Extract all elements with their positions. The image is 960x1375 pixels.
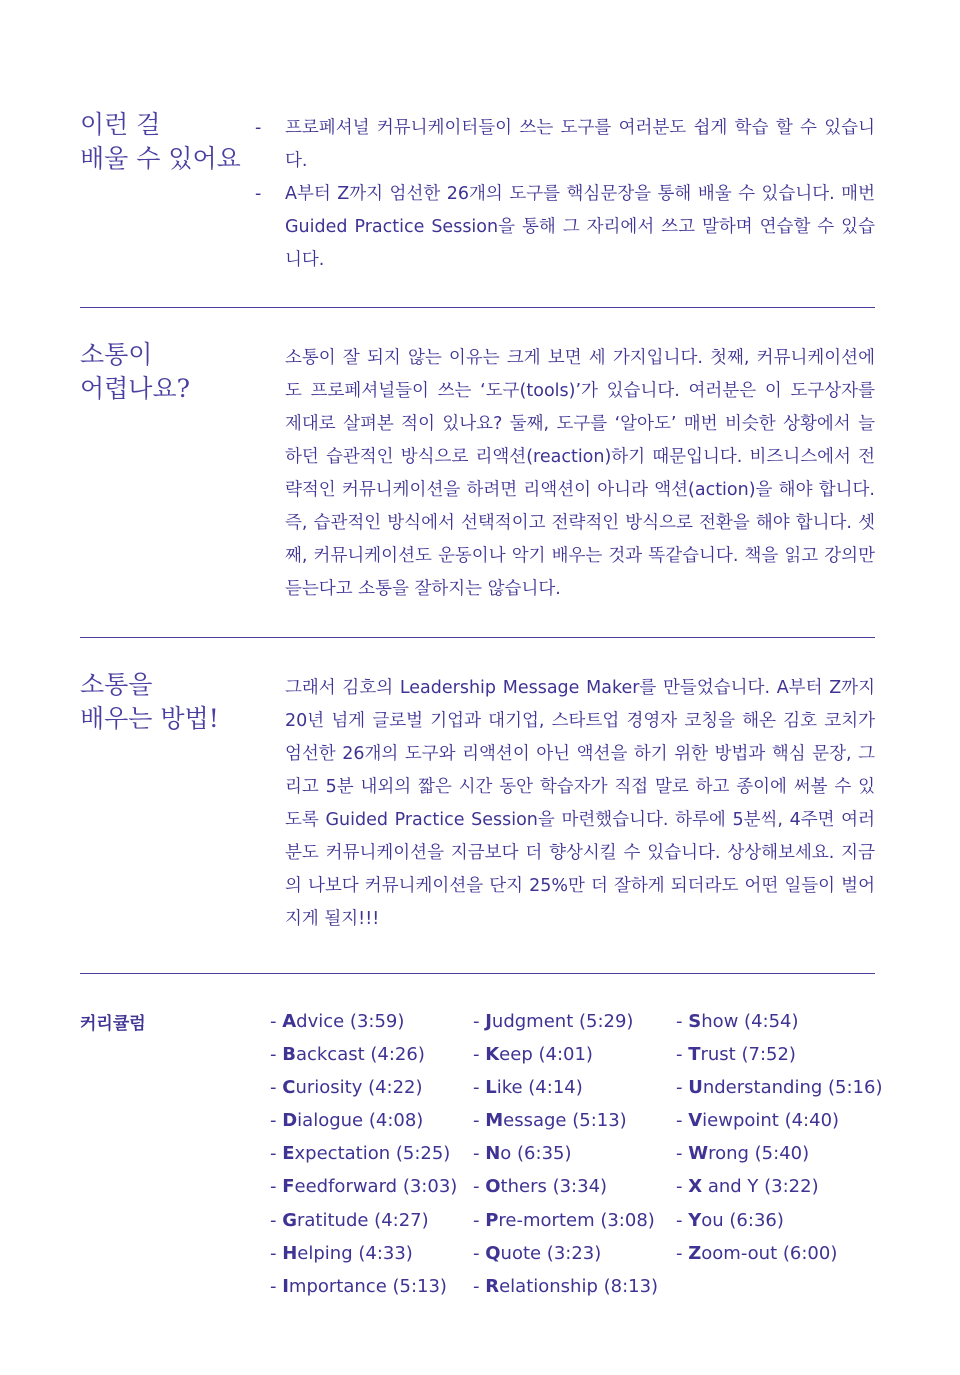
curriculum-item-initial: O xyxy=(485,1176,501,1198)
curriculum-item-initial: U xyxy=(688,1077,703,1099)
curriculum-item-initial: R xyxy=(485,1275,500,1297)
curriculum-item-initial: G xyxy=(282,1209,297,1231)
curriculum-item: - Feedforward (3:03) xyxy=(270,1176,458,1198)
curriculum-item-initial: A xyxy=(282,1011,297,1032)
curriculum-item-initial: L xyxy=(485,1077,497,1099)
curriculum-item-label: thers (3:34) xyxy=(500,1176,608,1198)
section-heading: 소통이 어렵나요? xyxy=(80,340,191,403)
section-difficulty xyxy=(80,338,875,608)
curriculum-item-label: ike (4:14) xyxy=(496,1077,583,1099)
curriculum-item-initial: C xyxy=(282,1077,296,1099)
curriculum-item: - Backcast (4:26) xyxy=(270,1044,425,1066)
curriculum-item-initial: V xyxy=(688,1110,703,1132)
curriculum-item-initial: N xyxy=(485,1143,501,1165)
curriculum-item: - Dialogue (4:08) xyxy=(270,1110,424,1132)
curriculum-item-label: rong (5:40) xyxy=(708,1143,810,1165)
curriculum-item-initial: Q xyxy=(485,1242,501,1264)
curriculum-item: - Pre-mortem (3:08) xyxy=(473,1209,655,1231)
curriculum-item-label: iewpoint (4:40) xyxy=(702,1110,840,1132)
bullet-dash: - xyxy=(255,184,262,204)
curriculum-item-label: ou (6:36) xyxy=(701,1209,784,1231)
bullet-dash: - xyxy=(255,118,262,138)
section-method xyxy=(80,668,875,938)
section-learn xyxy=(80,108,875,278)
curriculum-item: - Gratitude (4:27) xyxy=(270,1209,429,1231)
curriculum-item-label: elping (4:33) xyxy=(297,1242,413,1264)
section-heading: 소통을 배우는 방법! xyxy=(80,670,219,733)
curriculum-item-label: oom-out (6:00) xyxy=(701,1242,838,1264)
curriculum-item: - Trust (7:52) xyxy=(676,1044,796,1066)
curriculum-item-label: rust (7:52) xyxy=(700,1044,796,1066)
curriculum-item-label: eep (4:01) xyxy=(499,1044,593,1066)
curriculum-item-label: mportance (5:13) xyxy=(288,1275,447,1297)
curriculum-column xyxy=(473,1005,658,1303)
curriculum-title: 커리큘럼 xyxy=(80,1014,146,1034)
curriculum-item-label: elationship (8:13) xyxy=(499,1275,659,1297)
curriculum-item: - Advice (3:59) xyxy=(270,1011,405,1032)
curriculum-item: - Message (5:13) xyxy=(473,1110,627,1132)
bullet-text: A부터 Z까지 엄선한 26개의 도구를 핵심문장을 통해 배울 수 있습니다. 매번 Guided Practice Session을 통해 그 자리에서 쓰고 말하며 연습할 수 있습니다. xyxy=(285,184,875,270)
section-divider xyxy=(80,973,875,974)
curriculum-item: - Others (3:34) xyxy=(473,1176,608,1198)
curriculum-item-label: ackcast (4:26) xyxy=(295,1044,425,1066)
curriculum-item: - Zoom-out (6:00) xyxy=(676,1242,838,1264)
curriculum-item-label: ratitude (4:27) xyxy=(297,1209,429,1231)
curriculum-item: - Understanding (5:16) xyxy=(676,1077,883,1099)
curriculum-item-label: essage (5:13) xyxy=(503,1110,627,1132)
curriculum-item-initial: Y xyxy=(688,1209,702,1231)
bullet-item xyxy=(255,178,875,277)
curriculum-item: - X and Y (3:22) xyxy=(676,1176,819,1198)
learn-bullet-list xyxy=(255,112,875,277)
curriculum-item-initial: B xyxy=(282,1044,296,1066)
curriculum-item-label: uote (3:23) xyxy=(500,1242,602,1264)
curriculum-item-label: udgment (5:29) xyxy=(491,1011,634,1032)
curriculum-item-initial: E xyxy=(282,1143,295,1165)
curriculum-item-initial: M xyxy=(485,1110,504,1132)
curriculum-item: - Curiosity (4:22) xyxy=(270,1077,423,1099)
curriculum-item-initial: K xyxy=(485,1044,500,1066)
curriculum-item-initial: F xyxy=(282,1176,295,1198)
curriculum-item-initial: W xyxy=(688,1143,709,1165)
curriculum-item-initial: D xyxy=(282,1110,298,1132)
curriculum-item: - Keep (4:01) xyxy=(473,1044,593,1066)
curriculum-item-label: ialogue (4:08) xyxy=(297,1110,424,1132)
curriculum-item: - Relationship (8:13) xyxy=(473,1275,659,1297)
curriculum-column xyxy=(270,1005,457,1303)
curriculum-item: - Viewpoint (4:40) xyxy=(676,1110,840,1132)
curriculum-item-label: nderstanding (5:16) xyxy=(702,1077,883,1099)
curriculum-item-initial: J xyxy=(485,1011,492,1032)
curriculum-item-label: uriosity (4:22) xyxy=(295,1077,423,1099)
bullet-item xyxy=(255,112,875,178)
curriculum-item: - Expectation (5:25) xyxy=(270,1143,451,1165)
section-body: 그래서 김호의 Leadership Message Maker를 만들었습니다. A부터 Z까지 20년 넘게 글로벌 기업과 대기업, 스타트업 경영자 코칭을 해온 김호 코치가 엄선한 26개의 도구와 리액션이 아닌 액션을 하기 위한 방법과 핵심 문장, 그리고 5분 내외의 짧은 시간 동안 학습자가 직접 말로 하고 종이에 써볼 수 있도록 Guided Practice Session을 마련했습니다. 하루에 5분씩, 4주면 여러분도 커뮤니케이션을 지금보다 더 향상시킬 수 있습니다. 상상해보세요. 지금의 나보다 커뮤니케이션을 단지 25%만 더 잘하게 되더라도 어떤 일들이 벌어지게 될지!!! xyxy=(285,678,875,929)
curriculum-item-initial: X xyxy=(688,1176,703,1198)
curriculum-item-label: eedforward (3:03) xyxy=(294,1176,458,1198)
section-divider xyxy=(80,307,875,308)
curriculum-item-label: dvice (3:59) xyxy=(296,1011,405,1032)
curriculum-item-label: o (6:35) xyxy=(500,1143,572,1165)
curriculum-item: - Importance (5:13) xyxy=(270,1275,447,1297)
curriculum-item-initial: I xyxy=(282,1275,289,1297)
curriculum-item-initial: Z xyxy=(688,1242,702,1264)
curriculum-item: - Show (4:54) xyxy=(676,1011,799,1032)
curriculum-item-label: xpectation (5:25) xyxy=(294,1143,451,1165)
curriculum-item: - You (6:36) xyxy=(676,1209,784,1231)
curriculum-item-label: re-mortem (3:08) xyxy=(498,1209,655,1231)
curriculum-item: - Helping (4:33) xyxy=(270,1242,413,1264)
curriculum-item-initial: P xyxy=(485,1209,499,1231)
curriculum-item: - No (6:35) xyxy=(473,1143,572,1165)
curriculum-item: - Quote (3:23) xyxy=(473,1242,602,1264)
curriculum-item-label: how (4:54) xyxy=(701,1011,799,1032)
curriculum-column xyxy=(676,1005,882,1270)
section-body: 소통이 잘 되지 않는 이유는 크게 보면 세 가지입니다. 첫째, 커뮤니케이션에도 프로페셔널들이 쓰는 ‘도구(tools)’가 있습니다. 여러분은 이 도구상자를 제대로 살펴본 적이 있나요? 둘째, 도구를 ‘알아도’ 매번 비슷한 상황에서 늘 하던 습관적인 방식으로 리액션(reaction)하기 때문입니다. 비즈니스에서 전략적인 커뮤니케이션을 하려면 리액션이 아니라 액션(action)을 해야 합니다. 즉, 습관적인 방식에서 선택적이고 전략적인 방식으로 전환을 해야 합니다. 셋째, 커뮤니케이션도 운동이나 악기 배우는 것과 똑같습니다. 책을 읽고 강의만 듣는다고 소통을 잘하지는 않습니다. xyxy=(285,348,875,599)
curriculum-item: - Like (4:14) xyxy=(473,1077,583,1099)
section-heading: 이런 걸 배울 수 있어요 xyxy=(80,110,241,173)
curriculum-item-initial: S xyxy=(688,1011,702,1032)
curriculum-item-initial: T xyxy=(688,1044,701,1066)
section-divider xyxy=(80,637,875,638)
curriculum-item: - Judgment (5:29) xyxy=(473,1011,634,1032)
curriculum-item-label: and Y (3:22) xyxy=(702,1176,819,1198)
curriculum-item-initial: H xyxy=(282,1242,298,1264)
curriculum-item: - Wrong (5:40) xyxy=(676,1143,810,1165)
bullet-text: 프로페셔널 커뮤니케이터들이 쓰는 도구를 여러분도 쉽게 학습 할 수 있습니다. xyxy=(285,118,875,171)
